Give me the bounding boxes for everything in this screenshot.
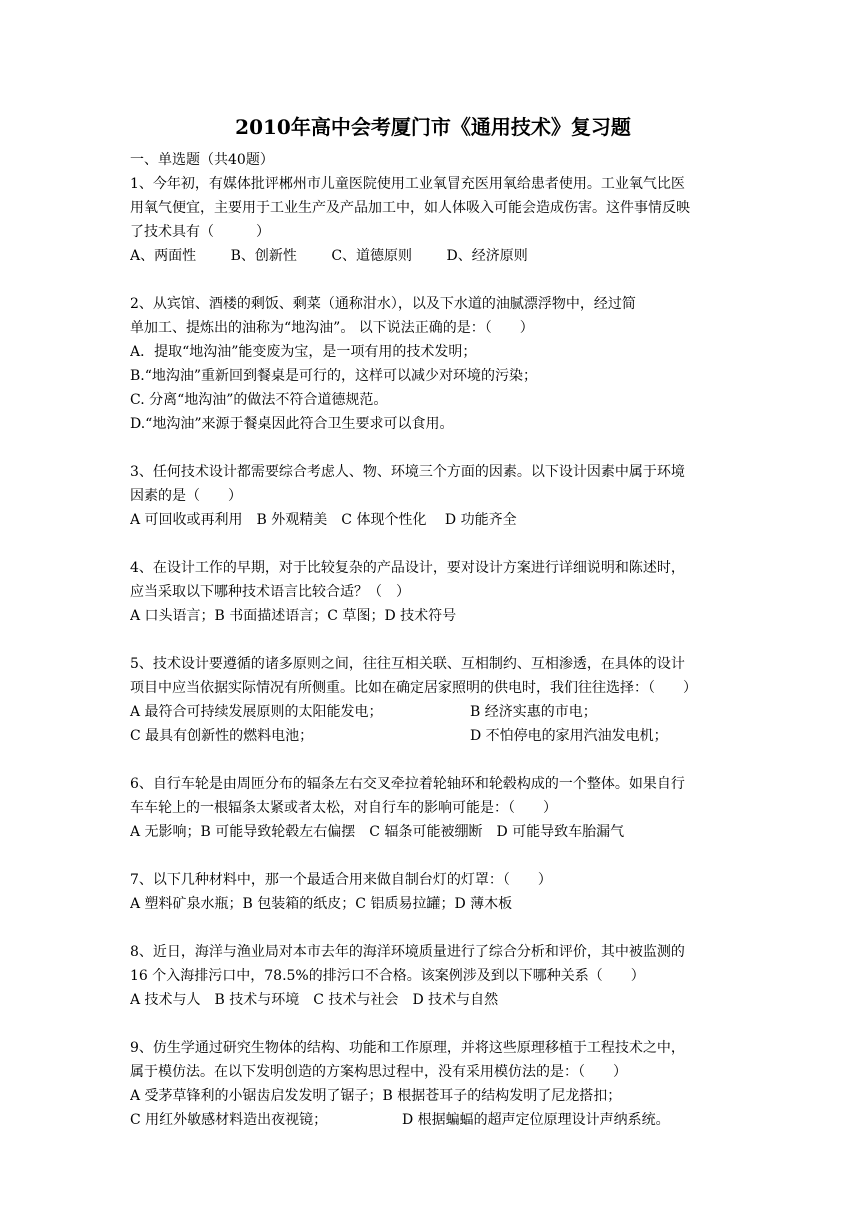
stem-line: 项目中应当依据实际情况有所侧重。比如在确定居家照明的供电时，我们往往选择：（ ） <box>130 680 697 696</box>
options-row: A 塑料矿泉水瓶；B 包装箱的纸皮；C 铝质易拉罐；D 薄木板 <box>130 896 513 912</box>
question-stem <box>130 460 736 508</box>
option-b: B.“地沟油”重新回到餐桌是可行的，这样可以减少对环境的污染； <box>130 368 538 384</box>
options-grid <box>130 1108 736 1132</box>
stem-line: 4、在设计工作的早期，对于比较复杂的产品设计，要对设计方案进行详细说明和陈述时， <box>130 560 685 576</box>
stem-line: 用氧气便宜，主要用于工业生产及产品加工中，如人体吸入可能会造成伤害。这件事情反映 <box>130 200 690 216</box>
question-7 <box>130 868 736 916</box>
option-c: C、道德原则 <box>331 248 413 264</box>
option-b: B 经济实惠的市电； <box>470 704 597 720</box>
options-grid <box>130 700 736 748</box>
question-5 <box>130 652 736 748</box>
document-page <box>130 112 736 1132</box>
option-a: A 最符合可持续发展原则的太阳能发电； <box>130 704 383 720</box>
options-row: A 技术与人 B 技术与环境 C 技术与社会 D 技术与自然 <box>130 992 499 1008</box>
option-c: C 最具有创新性的燃料电池； <box>130 728 314 744</box>
stem-line: 2、从宾馆、酒楼的剩饭、剩菜（通称泔水），以及下水道的油腻漂浮物中，经过简 <box>130 296 636 312</box>
question-stem <box>130 292 736 340</box>
stem-line: 16 个入海排污口中，78.5%的排污口不合格。该案例涉及到以下哪种关系（ ） <box>130 968 645 984</box>
option-d: D 根据蝙蝠的超声定位原理设计声纳系统。 <box>402 1112 670 1128</box>
question-stem <box>130 652 736 700</box>
question-9 <box>130 1036 736 1132</box>
options-row: A 受茅草锋利的小锯齿启发发明了锯子；B 根据苍耳子的结构发明了尼龙搭扣； <box>130 1088 622 1104</box>
stem-line: 1、今年初，有媒体批评郴州市儿童医院使用工业氧冒充医用氧给患者使用。工业氧气比医 <box>130 176 685 192</box>
stem-line: 车车轮上的一根辐条太紧或者太松，对自行车的影响可能是：（ ） <box>130 800 557 816</box>
stem-line: 单加工、提炼出的油称为“地沟油”。 以下说法正确的是：（ ） <box>130 320 534 336</box>
option-c: C. 分离“地沟油”的做法不符合道德规范。 <box>130 392 388 408</box>
question-2 <box>130 292 736 436</box>
stem-line: 5、技术设计要遵循的诸多原则之间，往往互相关联、互相制约、互相渗透，在具体的设计 <box>130 656 685 672</box>
stem-line: 应当采取以下哪种技术语言比较合适？（ ） <box>130 584 410 600</box>
options-row: A 无影响；B 可能导致轮毂左右偏摆 C 辐条可能被绷断 D 可能导致车胎漏气 <box>130 824 625 840</box>
option-d: D、经济原则 <box>446 248 528 264</box>
options-row: A 可回收或再利用 B 外观精美 C 体现个性化 D 功能齐全 <box>130 512 517 528</box>
option-b: B、创新性 <box>230 248 297 264</box>
stem-line: 因素的是（ ） <box>130 488 242 504</box>
question-1 <box>130 172 736 268</box>
option-a: A、两面性 <box>130 248 197 264</box>
question-stem <box>130 172 736 244</box>
question-stem <box>130 940 736 988</box>
stem-line: 了技术具有（ ） <box>130 224 270 240</box>
question-stem <box>130 868 736 892</box>
section-heading: 一、单选题（共40题） <box>130 152 274 168</box>
stem-line: 6、自行车轮是由周匝分布的辐条左右交叉牵拉着轮轴环和轮毂构成的一个整体。如果自行 <box>130 776 685 792</box>
question-stem <box>130 556 736 604</box>
option-d: D 不怕停电的家用汽油发电机； <box>470 728 668 744</box>
stem-line: 8、近日，海洋与渔业局对本市去年的海洋环境质量进行了综合分析和评价，其中被监测的 <box>130 944 685 960</box>
stem-line: 9、仿生学通过研究生物体的结构、功能和工作原理，并将这些原理移植于工程技术之中， <box>130 1040 685 1056</box>
stem-line: 7、以下几种材料中，那一个最适合用来做自制台灯的灯罩：（ ） <box>130 872 552 888</box>
document-title: 2010年高中会考厦门市《通用技术》复习题 <box>235 115 631 139</box>
options-row: A 口头语言；B 书面描述语言；C 草图；D 技术符号 <box>130 608 457 624</box>
option-a: A．提取“地沟油”能变废为宝，是一项有用的技术发明； <box>130 344 477 360</box>
question-4 <box>130 556 736 628</box>
question-stem <box>130 1036 736 1084</box>
stem-line: 3、任何技术设计都需要综合考虑人、物、环境三个方面的因素。以下设计因素中属于环境 <box>130 464 685 480</box>
question-6 <box>130 772 736 844</box>
question-8 <box>130 940 736 1012</box>
option-d: D.“地沟油”来源于餐桌因此符合卫生要求可以食用。 <box>130 416 454 432</box>
question-stem <box>130 772 736 820</box>
options-row <box>130 244 736 268</box>
question-3 <box>130 460 736 532</box>
option-c: C 用红外敏感材料造出夜视镜； <box>130 1112 328 1128</box>
stem-line: 属于模仿法。在以下发明创造的方案构思过程中，没有采用模仿法的是：（ ） <box>130 1064 627 1080</box>
